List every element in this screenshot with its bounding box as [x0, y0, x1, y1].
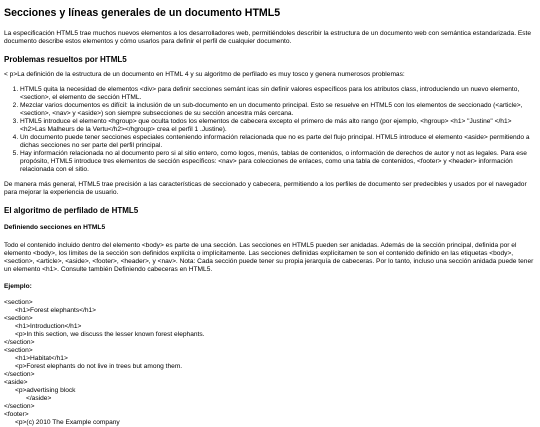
code-line: <footer> — [4, 411, 29, 418]
code-line: <section> — [4, 299, 33, 306]
code-line: <p>Forest elephants do not live in trees but among them. — [15, 363, 183, 370]
code-line: <p>advertising block — [15, 387, 76, 394]
code-line: </aside> — [26, 395, 52, 402]
code-line: <p>In this section, we discuss the lesser known forest elephants. — [15, 331, 205, 338]
algorithm-heading: El algoritmo de perfilado de HTML5 — [4, 206, 139, 215]
page-title: Secciones y líneas generales de un documento HTML5 — [4, 7, 281, 19]
problems-lead-paragraph: < p>La definición de la estructura de un documento en HTML 4 y su algoritmo de perfilado es muy tosco y genera numerosos problemas: — [4, 71, 405, 78]
algorithm-body-paragraph: Todo el contenido incluido dentro del elemento <body> es parte de una sección. Las secciones en HTML5 pueden ser anidadas. Además de la sección principal, definida por el elemento <body>, los límites de la sección son definidos explícita o implícitamente. Las secciones definidas explícitamen te son el contenido definido en las etiquetas <body>, <section>, <article>, <aside>, <footer>, <header>, y <nav>. Nota: Cada sección puede tener su propia jerarquía de cabeceras. Por lo tanto, incluso una sección anidada puede tener un elemento <h1>. Consulte también Definiendo cabeceras en HTML5. — [4, 242, 534, 273]
code-line: <p>(c) 2010 The Example company — [15, 419, 120, 426]
code-line: </section> — [4, 339, 35, 346]
list-item: 1. HTML5 quita la necesidad de elementos <div> para definir secciones semánt icas sin definir valores específicos para los atributos class, introduciendo un nuevo elemento, <section>, el elemento de sección HTML. — [20, 86, 536, 102]
code-example — [4, 299, 536, 427]
code-line: <section> — [4, 315, 33, 322]
document-page — [0, 7, 540, 426]
code-line: <h1>Forest elephants</h1> — [15, 307, 97, 314]
code-line: </section> — [4, 371, 35, 378]
code-line: <aside> — [4, 379, 28, 386]
list-item: 4. Un documento puede tener secciones especiales conteniendo información relacionada que no es parte del flujo principal. HTML5 introduce el elemento <aside> permitiendo a dichas secciones no ser parte del perfil principal. — [20, 134, 536, 150]
intro-paragraph: La especificación HTML5 trae muchos nuevos elementos a los desarrolladores web, permitiéndoles describir la estructura de un documento web con semántica estandarizada. Este documento describe estos elementos y cómo usarlos para definir el perfil de cualquier documento. — [4, 30, 532, 45]
list-item: 2. Mezclar varios documentos es difícil: la inclusión de un sub-documento en un documento principal. Esto se resuelve en HTML5 con los elementos de seccionado (<article>, <section>, <nav> y <aside>) son siempre subsecciones de su sección ancestra más cercana. — [20, 102, 536, 118]
code-line: <section> — [4, 347, 33, 354]
problems-closing-paragraph: De manera más general, HTML5 trae precisión a las características de seccionado y cabecera, permitiendo a los perfiles de documento ser predecibles y usados por el navegador para mejorar la experiencia de usuario. — [4, 181, 527, 196]
list-item: 3. HTML5 introduce el elemento <hgroup> que oculta todos los elementos de cabecera excepto el primero de más alto rango (por ejemplo, <hgroup> <h1> "Justine" </h1> <h2>Las Malheurs de la Vertu</h2></hgroup> crea el perfil 1 .Justine). — [20, 118, 536, 134]
problems-list — [4, 86, 536, 174]
example-heading: Ejemplo: — [4, 283, 32, 290]
code-line: <h1>Introduction</h1> — [15, 323, 82, 330]
list-item: 5. Hay información relacionada no al documento pero si al sitio entero, como logos, menús, tablas de contenidos, o información de derechos de autor y not as legales. Para ese propósito, HTML5 introduce tres elementos de sección específicos: <nav> para colecciones de enlaces, como una tabla de contenidos, <footer> y <header> información relacionada con el sitio. — [20, 150, 536, 174]
defining-sections-heading: Definiendo secciones en HTML5 — [4, 224, 106, 231]
problems-heading: Problemas resueltos por HTML5 — [4, 55, 127, 64]
code-line: <h1>Habitat</h1> — [15, 355, 68, 362]
code-line: </section> — [4, 403, 35, 410]
